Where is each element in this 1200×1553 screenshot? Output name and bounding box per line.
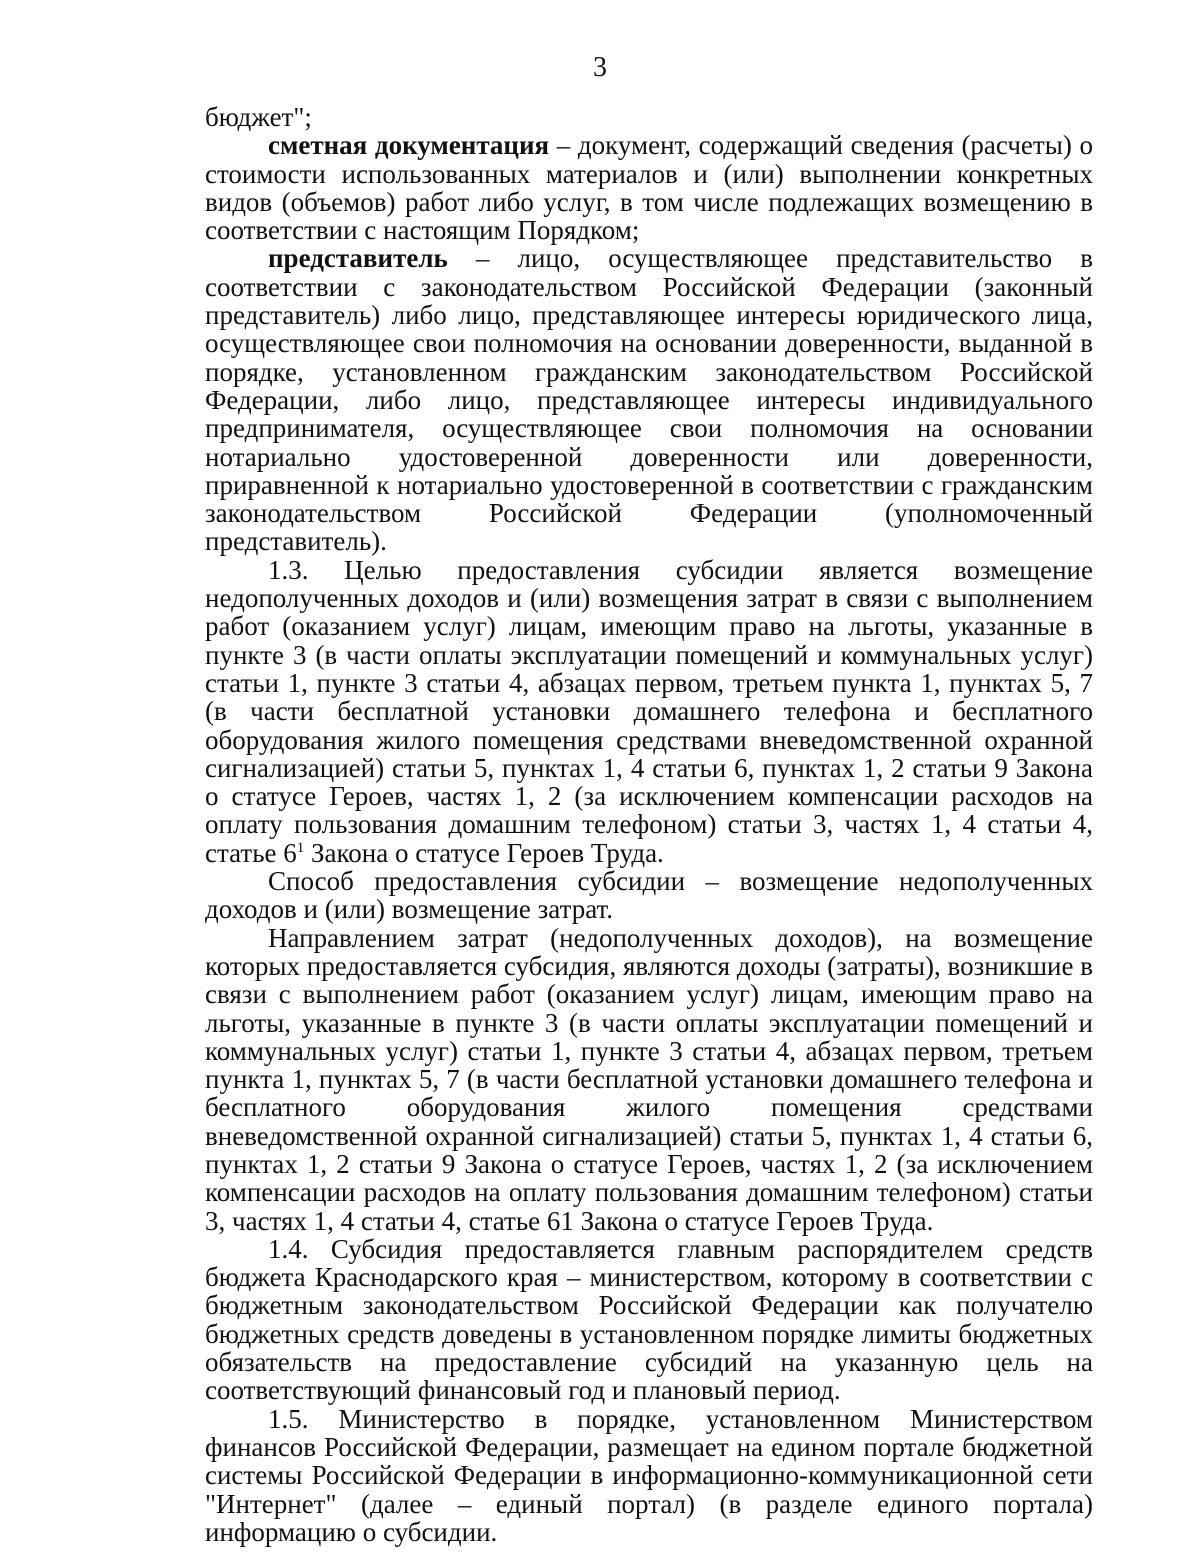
defined-term: представитель [268, 243, 448, 274]
paragraph-text: бюджет"; [205, 102, 312, 132]
paragraph-text: Направлением затрат (недополученных доходов), на возмещение которых предоставляется субсидия, являются доходы (затраты), возникшие в связи с выполнением работ (оказанием услуг) лицам, имеющим право на льготы, указанные в пункте 3 (в части оплаты эксплуатации помещений и коммунальных услуг) статьи 1, пункте 3 статьи 4, абзацах первом, третьем пункта 1, пунктах 5, 7 (в части бесплатной установки домашнего телефона и бесплатного оборудования жилого помещения средствами вневедомственной охранной сигнализацией) статьи 5, пунктах 1, 4 статьи 6, пунктах 1, 2 статьи 9 Закона о статусе Героев, частях 1, 2 (за исключением компенсации расходов на оплату пользования домашним телефоном) статьи 3, частях 1, 4 статьи 4, статье 61 Закона о статусе Героев Труда. [205, 922, 1093, 1236]
definition-text: – лицо, осуществляющее представительство в соответствии с законодательством Российской Федерации (законный представитель) либо лицо, представляющее интересы юридического лица, осуществляющее свои полномочия на основании доверенности, выданной в порядке, установленном гражданским законодательством Российской Федерации, либо лицо, представляющее интересы индивидуального предпринимателя, осуществляющее свои полномочия на основании нотариально удостоверенной доверенности или доверенности, приравненной к нотариально удостоверенной в соответствии с гражданским законодательством Российской Федерации (уполномоченный представитель). [205, 243, 1093, 557]
paragraph-method [205, 867, 1093, 924]
paragraph-1-3-purpose [205, 556, 1093, 867]
paragraph-1-5-portal [205, 1405, 1093, 1546]
page-number: 3 [593, 52, 607, 83]
paragraph-text: 1.5. Министерство в порядке, установленном Министерством финансов Российской Федерации, размещает на едином портале бюджетной системы Российской Федерации в информационно-коммуникационной сети "Интернет" (далее – единый портал) (в разделе единого портала) информацию о субсидии. [205, 1403, 1093, 1547]
document-body [205, 103, 1093, 1546]
defined-term: сметная документация [268, 130, 550, 161]
paragraph-definition-estimate-documentation [205, 131, 1093, 244]
paragraph-text: 1.4. Субсидия предоставляется главным распорядителем средств бюджета Краснодарского края – министерством, которому в соответствии с бюджетным законодательством Российской Федерации как получателю бюджетных средств доведены в установленном порядке лимиты бюджетных обязательств на предоставление субсидий на указанную цель на соответствующий финансовый год и плановый период. [205, 1233, 1093, 1406]
paragraph-budget-continuation [205, 103, 1093, 131]
paragraph-cost-direction [205, 924, 1093, 1235]
paragraph-text: 1.3. Целью предоставления субсидии является возмещение недополученных доходов и (или) возмещения затрат в связи с выполнением работ (оказанием услуг) лицам, имеющим право на льготы, указанные в пункте 3 (в части оплаты эксплуатации помещений и коммунальных услуг) статьи 1, пункте 3 статьи 4, абзацах первом, третьем пункта 1, пунктах 5, 7 (в части бесплатной установки домашнего телефона и бесплатного оборудования жилого помещения средствами вневедомственной охранной сигнализацией) статьи 5, пунктах 1, 4 статьи 6, пунктах 1, 2 статьи 9 Закона о статусе Героев, частях 1, 2 (за исключением компенсации расходов на оплату пользования домашним телефоном) статьи 3, частях 1, 4 статьи 4, статье 6 [205, 554, 1093, 868]
superscript: 1 [296, 839, 305, 856]
paragraph-text-tail: Закона о статусе Героев Труда. [304, 837, 664, 868]
paragraph-definition-representative [205, 244, 1093, 555]
paragraph-text: Способ предоставления субсидии – возмещение недополученных доходов и (или) возмещение затрат. [205, 866, 1093, 925]
definition-text: – документ, содержащий сведения (расчеты) о стоимости использованных материалов и (или) выполнении конкретных видов (объемов) работ либо услуг, в том числе подлежащих возмещению в соответствии с настоящим Порядком; [205, 130, 1093, 246]
paragraph-1-4-distributor [205, 1235, 1093, 1405]
